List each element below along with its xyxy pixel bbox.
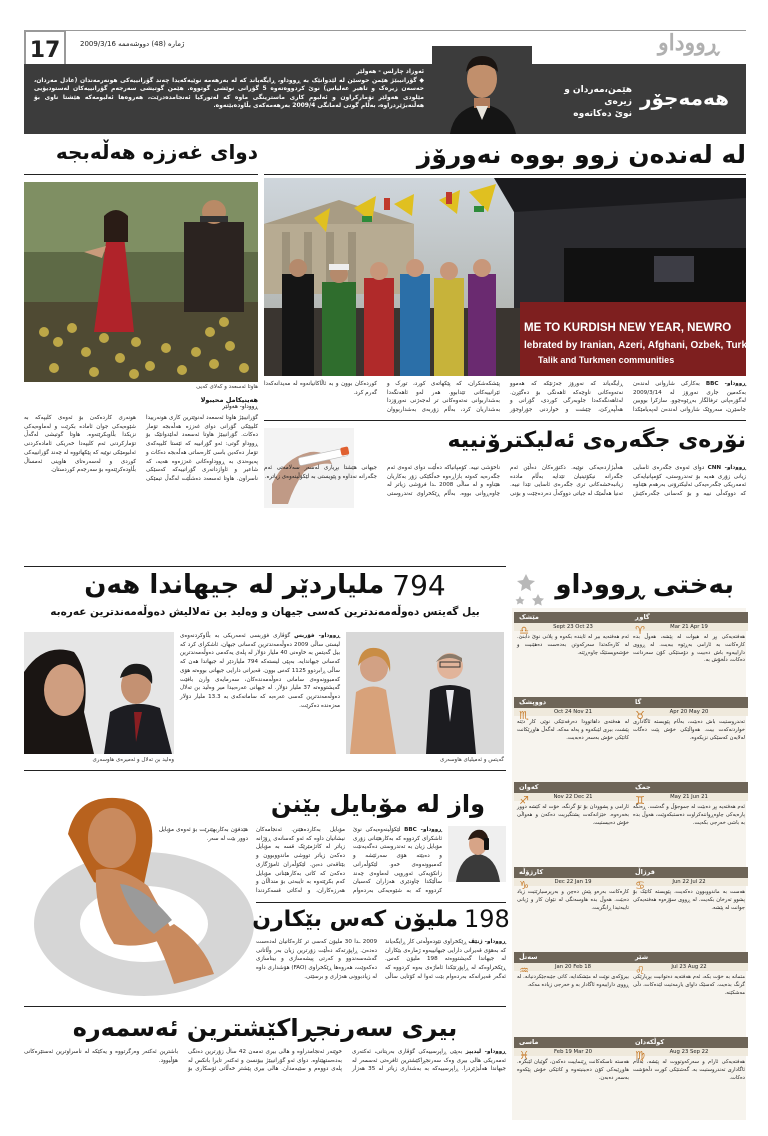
newroz-banner-line-3: Talik and Turkmen communities: [538, 355, 675, 365]
mobile-byline: ڕووداو- BBC: [404, 827, 442, 833]
horoscope-sign-dates: Sept 23 Oct 23: [514, 623, 632, 631]
horoscope-header: [512, 566, 746, 608]
london-rule: [264, 174, 746, 175]
issue-info: ژمارە (48) دووشەممە 2009/3/16: [80, 40, 185, 48]
berry-rule: [24, 1006, 506, 1007]
horoscope-title: بەختی ڕووداو: [555, 570, 734, 600]
page-number: 17: [29, 37, 61, 63]
horoscope-sign-dates: Jun 22 Jul 22: [630, 878, 748, 886]
horoscope-sign-text: بیرۆکەی نوێت لە مێشکدایە، کاتی جێبەجێکردنیانە. لە ڕووی داراییەوە ئاگادار بە و خەرجی زیادە مەکە.: [517, 974, 629, 988]
bill-headline-block: [24, 568, 506, 602]
zodiac-icon: ♑: [519, 879, 529, 892]
horoscope-sign-bar: [514, 952, 632, 963]
bill-headline: ملیاردێر لە جیهاندا هەن: [84, 570, 385, 600]
cig-body-text: دوای ئەوەی جگەرەی ئاسایی زیانی زۆری هەیە بۆ تەندروستی، کۆمپانیایەکی ئەمەریکی جگەرەیەکی ئەلیکترۆنی بەرهەم هێناوە کە دووکەڵی نییە و بۆ کەسانی جگەرەکێش هەڵبژاردەیەکی نوێیە. دکتۆرەکان دەڵێن ئەم جگەرانە نیکۆتینیان تێدایە بەڵام ماددە زیانبەخشەکانی تری جگەرەی ئاسایی تێدا نییە. تەنیا هەڵمێک لە جیاتی دووکەڵ دەردەچێت و بۆنی ناخۆشی نییە. کۆمپانیاکە دەڵێت دوای ئەوەی ئەم جگەرەیە کەوتە بازاڕەوە خەڵکێکی زۆر بەکاریان هێناوە و لە ساڵی 2008 ـدا فرۆشی زیاتر لە چاوەڕوانی بووە. بەڵام ڕێکخراوی تەندروستی جیهانی هێشتا بڕیاری لەسەر سەلامەتی ئەم جگەرانە نەداوە و پێویستی بە لێکۆڵینەوەی زیاترە.: [264, 465, 746, 498]
zodiac-icon: ♓: [519, 1049, 529, 1062]
horoscope-sign-bar: [630, 867, 748, 878]
mobile-rule: [24, 770, 506, 771]
horoscope-sign-text: لە هەفتەی داهاتوودا دەرفەتێکی نوێی کار دێتە پێشت، بیری لێبکەوە و پەلە مەکە. لەگەڵ هاوڕێکانت کاتێکی خۆش بەسەر دەبەیت.: [517, 719, 629, 741]
horoscope-sign: [514, 782, 632, 865]
gaza-rule: [24, 174, 258, 175]
zodiac-icon: ♌: [635, 964, 645, 977]
horoscope-sign: [630, 867, 748, 950]
mobile-body-text: لێکۆڵینەوەیەکی نوێ ئاشکرای کردووە کە بەکارهێنانی زۆری مۆبایل زیان بە تەندروستی دەگەیەنێت و دەبێتە هۆی سەرئێشە و کەمبوونەوەی خەو. لێکۆڵەرانی زانکۆیەکی ئەوروپی لەماوەی چەند ساڵێکدا چاودێری هەزاران کەسیان کردووە کە بە شێوەیەکی بەردەوام مۆبایل بەکاردەهێنن. ئەنجامەکان نیشانیان داوە کە ئەو کەسانەی ڕۆژانە زیاتر لە کاتژمێرێک قسە بە مۆبایل دەکەن زیاتر تووشی ماندووبوون و بێتاقەتی دەبن. لێکۆڵەران ئامۆژگاری دەکەن کە کاتی بەکارهێنانی مۆبایل کەم بکرێتەوە بە تایبەتی بۆ منداڵان و هەرزەکاران، و لەکاتی قسەکردندا هێدفۆن بەکاربهێنرێت بۆ ئەوەی مۆبایل دوور بێت لە سەر.: [159, 827, 442, 894]
horoscope-sign-dates: Jul 23 Aug 22: [630, 963, 748, 971]
cig-headline: نۆرەی جگەرەی ئەلیکترۆنییە: [447, 428, 746, 453]
bill-body: [180, 632, 340, 756]
horoscope-sign: [630, 697, 748, 780]
horoscope-sign-name: شێر: [635, 953, 649, 961]
berry-body: [24, 1048, 506, 1120]
feature-byline: ئەوزاد چارلس - هەولێر: [356, 68, 424, 75]
horoscope-sign-text: هەفتەیەکی ئارام و سەرکەوتووت لە پێشە، بەڵام ئاگاداری تەندروستیت بە. گەشتێکی کورت دڵخۆشت دەکات.: [633, 1059, 745, 1081]
horoscope-sign-dates: Aug 23 Sep 22: [630, 1048, 748, 1056]
horoscope-sign-text: هەفتەیەکی پڕ لە هیوات لە پێشە، هەوڵ بدە کارەکانت بە ئارامی بەڕێوە ببەیت. لە ڕووی داراییەوە باش دەبیت و دۆستێکی کۆن سەردانت دەکات، دڵخۆش بە.: [633, 634, 745, 664]
zodiac-icon: ♏: [519, 709, 529, 722]
horoscope-sign-dates: Feb 19 Mar 20: [514, 1048, 632, 1056]
horoscope-sign-dates: Dec 22 Jan 19: [514, 878, 632, 886]
horoscope-sign-text: ئەم هەفتەیە پڕ دەبێت لە جموجۆڵ و گەشت. ڕەنگە پارەیەکی چاوەڕواننەکراوت دەستبکەوێت، هەوڵ بدە بە باشی خەرجی بکەیت.: [633, 804, 745, 826]
jobless-headline-number: 198: [463, 905, 510, 933]
horoscope-sign-bar: [630, 952, 748, 963]
horoscope-sign: [630, 612, 748, 695]
zodiac-icon: ♒: [519, 964, 529, 977]
zodiac-icon: ♈: [635, 624, 645, 637]
london-body-text: بەکارکی شاروانی لەندەن بەکەمین جاری نەورۆز لە 2009/3/14 لەگۆرەپانی ترفالگار بەڕێوەچوو. سازکرا بووبین جاسێرن، سەروێک شاروانی لەندەن لەپەیامێکدا ڕایگەیاند کە نەورۆز جەژنێکە کە هەموو نەتەوەکانی ناوچەکە ئاهەنگی بۆ دەگێڕن. لەئاهەنگەکەدا جلوبەرگی کوردی، گۆرانی و هەڵپەڕکێ، چێشت و خواردنی جۆراوجۆر پێشکەشکران، کە پێکهاتەی کورد، تورک و ئێرانییەکانی تێدابوو. هەر لەو ئاهەنگەدا بەشداربوانی نەتەوەکانی تر لەجەژنی نەورۆزدا بەشداریان کرد، بەڵام زۆربەی بەشداربووان کوردەکان بوون و بە ئاڵاکانیانەوە لە مەیدانەکەدا گەرم کرد.: [264, 381, 746, 414]
horoscope-sign: [514, 952, 632, 1035]
newroz-banner-line-1: ME TO KURDISH NEW YEAR, NEWRO: [524, 322, 732, 334]
horoscope-sign: [514, 1037, 632, 1120]
feature-heading: هێمن،مەردان و زیرەی نوێ دەکاتەوە: [564, 85, 632, 119]
horoscope-sign-text: ئارامی و پشوودان بۆ تۆ گرنگە، خۆت لە کێشە دوور بخەرەوە. خێزانەکەت پشتگیریت دەکەن و هەواڵی خۆش دەبیستیت.: [517, 804, 629, 826]
talal-photo: [24, 632, 174, 754]
horoscope-sign: [514, 697, 632, 780]
horoscope-sign-dates: Oct 24 Nov 21: [514, 708, 632, 716]
london-body: [264, 380, 746, 416]
section-title: هەمەجۆر: [640, 86, 729, 110]
gaza-body: گۆرانیبێژ هاوتا ئەسعەد لەنوێترین کاری هونەرییدا کلیپێکی گۆرانی دوای غەززە هەڵەبجە تۆمار دەکات. گۆرانیبێژ هاوتا ئەسعەد لەلێدوانێک بۆ ڕووداو گوتی: ئەو گۆرانییە کە ئێستا کلیپەکەی تۆمار دەکەین باسی کارەساتی هەڵەبجە دەکات و پەیوەندی بە ڕووداوەکانی غەززەوە هەیە، کە شاعیر و ئاوازدانەری گۆرانییەکە کەسێکی ناسراون. هاوتا ئەسعەد دەشڵێت لەگەڵ تیمێکی هونەری کاردەکەن بۆ ئەوەی کلیپەکە بە شێوەیەکی جوان ئامادە بکرێت و لەماوەیەکی نزیکدا بڵاوبکرێتەوە. هاوتا گوتیشی لەگەڵ تۆمارکردنی ئەم کلیپەدا خەریکی ئامادەکردنی ئەلبومێکی نوێیە کە پێکهاتووە لە چەند گۆرانییەکی کوردی و لەسەرەتای هاوینی ئەمساڵ بڵاودەکرێتەوە بۆ سەرجەم کوردستان.: [24, 415, 258, 482]
horoscope-sign-text: هەستە ناسکەکانت ڕێنماییت دەکەن، گوێیان لێبگرە. هاوڕێیەکی کۆن دەبینیتەوە و کاتێکی خۆش پێکەوە بەسەر دەبەن.: [517, 1059, 629, 1081]
singer-field-photo-svg: [24, 182, 258, 382]
bill-headline-number: 794: [392, 568, 446, 602]
top-rule: [24, 30, 746, 31]
gates-photo-svg: [346, 632, 504, 754]
horoscope-sign-bar: [630, 612, 748, 623]
horoscope-sign-name: قرژاڵ: [635, 868, 655, 876]
berry-headline: بیری سەرنجڕاکێشترین ئەسمەرە: [72, 1014, 458, 1042]
zodiac-icon: ♊: [635, 794, 645, 807]
horoscope-sign-text: کارەکانت بەرەو پێش دەچن و بەرپرسیارێتیت زیاد دەبێت. هەوڵ بدە هاوسەنگی لە نێوان کار و ژیانی تایبەتیدا ڕابگریت.: [517, 889, 629, 911]
talal-photo-svg: [24, 632, 174, 754]
london-headline: لە لەندەن زوو بووە نەورۆز: [416, 140, 746, 169]
zodiac-icon: ♉: [635, 709, 645, 722]
horoscope-sign-name: گاوڕ: [635, 613, 650, 621]
horoscope-sign-dates: Apr 20 May 20: [630, 708, 748, 716]
jobless-body: [256, 938, 506, 1002]
woman-photo-svg: [24, 774, 250, 1002]
horoscope-sign-dates: May 21 Jun 21: [630, 793, 748, 801]
london-byline: ڕووداو- BBC: [705, 381, 747, 387]
horoscope-sign-bar: [630, 1037, 748, 1048]
horoscope-sign-name: دووپشک: [519, 698, 547, 706]
horoscope-sign-name: مێشک: [519, 613, 539, 621]
zodiac-icon: ♍: [635, 1049, 645, 1062]
horoscope-sign-bar: [630, 782, 748, 793]
horoscope-sign-text: تەندروستیت باش دەبێت، بەڵام پێویستە ئاگاداری خواردنەکەت بیت. هەواڵێکی خۆش پێت دەگات لەلایەن کەسێکی نزیکەوە.: [633, 719, 745, 741]
horoscope-sign: [514, 612, 632, 695]
gaza-caption: هاوتا ئەسعەد و کەلای کەیی: [196, 384, 258, 390]
horoscope-sign: [514, 867, 632, 950]
horoscope-sign-name: کارژۆڵە: [519, 868, 544, 876]
jobless-body-text: ڕێکخراوی نێودەوڵەتی کار ڕایگەیاند کە بەهۆی قەیرانی دارایی جیهانییەوە ژمارەی بێکاران لە جیهاندا گەیشتووەتە 198 ملیۆن کەس. ڕێکخراوەکە لە ڕاپۆرتێکدا ئاماژەی بەوە کردووە کە ئەگەر قەیرانەکە بەردەوام بێت ئەوا لە کۆتایی ساڵی 2009 ـدا 30 ملیۆن کەسی تر کارەکانیان لەدەست دەدەن. ڕاپۆرتەکە دەڵێت زۆرترین زیان بەر وڵاتانی گەشەسەندوو و کەرتی پیشەسازی و بیناسازی دەکەوێت، هەروەها ڕێکخراوی (FAO) هۆشداری داوە لە زیادبوونی هەژاری و برسێتی.: [256, 939, 507, 980]
horoscope-sign-name: جمک: [635, 783, 651, 791]
newroz-photo: [264, 178, 756, 376]
horoscope-sign-text: هەست بە ماندووبوون دەکەیت، پێویستە کاتێک بۆ پشوو تەرخان بکەیت. لە ڕووی سۆزەوە هەفتەیەکی جوانت لە پێشە.: [633, 889, 745, 911]
berry-byline: ڕووداو- لیدیپز: [465, 1049, 506, 1055]
gates-photo: [346, 632, 504, 754]
horoscope-sign: [630, 952, 748, 1035]
gaza-headline: دوای غەززە هەڵەبجە: [55, 140, 258, 164]
bill-subhead: بیل گەیتس دەوڵەمەندترین کەسی جیهان و وەلید بن تەلالیش دەوڵەمەندترین عەرەبە: [50, 606, 480, 618]
horoscope-sign-name: کەوان: [519, 783, 539, 791]
cig-byline: ڕووداو- CNN: [707, 465, 746, 471]
singer-portrait-svg: [432, 46, 532, 134]
zodiac-icon: ♋: [635, 879, 645, 892]
gaza-byline-place: ڕووداو- هەولێر: [222, 404, 258, 410]
horoscope-sign-bar: [514, 1037, 632, 1048]
horoscope-sign-dates: Mar 21 Apr 19: [630, 623, 748, 631]
horoscope-sign: [630, 782, 748, 865]
zodiac-icon: ♎: [519, 624, 529, 637]
cig-rule: [264, 420, 746, 421]
bill-caption-right: گەیتس و ئەمیلیای هاوسەری: [440, 757, 504, 763]
gaza-byline-name: هەینیکامل محیبولا: [200, 396, 258, 404]
berry-body-text: بەپێی ڕاپرسییەکی گۆڤاری بەریتانی، ئەکتەری ئەمەریکی هالی بیری وەک سەرنجڕاکێشترین ئافرەتی ئەسمەر لە جیهاندا هەڵبژێردرا. ڕاپرسییەکە بە بەشداری زیاتر لە 35 هەزار خوێنەر ئەنجامدراوە و هالی بیری تەمەن 42 ساڵ زۆرترین دەنگی بەدەستهێناوە. دوای ئەو گۆرانیبێژ بیۆنسێ و ئەکتەر تایرا بانکس لە پلەی دووەم و سێیەمدان. هالی بیری پێشتر خەڵاتی ئۆسکاری بۆ باشترین ئەکتەر وەرگرتووە و یەکێکە لە ناسراوترین ئەستێرەکانی هۆڵیوود.: [24, 1049, 506, 1073]
horoscope-sign-bar: [514, 697, 632, 708]
jobless-headline: ملیۆن کەس بێکارن: [252, 906, 458, 932]
gaza-byline: [130, 396, 258, 410]
horoscope-sign-text: ئەم هەفتەیە بیر لە ئایندە بکەوە و پلانی نوێ دابنێ. لە کارەکەتدا سەرکەوتن بەدەست دەهێنیت و خۆشەویستێک چاوەڕێتە.: [517, 634, 629, 656]
horoscope-sign-name: سەتڵ: [519, 953, 538, 961]
singer-portrait: [432, 46, 532, 134]
newroz-banner-line-2: lebrated by Iranian, Azeri, Afghani, Ozbek, Turks,: [524, 340, 756, 351]
horoscope-sign-text: متمانە بە خۆت بکە، ئەم هەفتەیە دەتوانیت بڕیارێکی گرنگ بدەیت. کەسێک داوای یارمەتیت لێدەکات، دڵی مەشکێنە.: [633, 974, 745, 996]
horoscope-sign-bar: [514, 867, 632, 878]
bill-byline: ڕووداو- فۆربس: [294, 633, 341, 639]
jobless-rule: [256, 902, 506, 903]
bill-body-text: گۆڤاری فۆربسی ئەمەریکی بە بڵاوکردنەوەی لیستی ساڵی 2009 دەوڵەمەندترین کەسانی جیهان، ئاشکرای کرد کە بیل گەیتس بە خاوەنی 40 ملیار دۆلار لە پلەی یەکەمی دەوڵەمەندترین کەسانی جیهاندایە. بەپێی لیستەکە 794 ملیاردێر لە جیهاندا هەن کە ساڵی ڕابردوو 1125 کەس بوون. قەیرانی دارایی جیهانی بووەتە هۆی کەمبوونەوەی سامانی دەوڵەمەندەکان، سەرمایەی وارن بافێت گەیشتووەتە 37 ملیار دۆلار. لە جیهانی عەرەبیدا میر وەلید بن تەلال دەوڵەمەندترین کەسی عەرەبە کە سامانەکەی بە 13.3 ملیار دۆلار مەزەندە دەکرێت.: [180, 633, 341, 709]
newroz-banner: [520, 302, 756, 376]
cig-body: [264, 464, 746, 564]
horoscope-sign-bar: [630, 697, 748, 708]
masthead-logo: ڕووداو: [658, 30, 720, 56]
jobless-headline-block: [252, 904, 510, 934]
horoscope-sign-name: ماسی: [519, 1038, 539, 1046]
mobile-body: [159, 826, 506, 898]
horoscope-sign-bar: [514, 782, 632, 793]
bill-rule: [24, 566, 506, 567]
woman-photo: [24, 774, 250, 1002]
zodiac-icon: ♐: [519, 794, 529, 807]
horoscope-sign: [630, 1037, 748, 1120]
horoscope-sign-dates: Nov 22 Dec 21: [514, 793, 632, 801]
horoscope-sign-name: گا: [635, 698, 642, 706]
singer-field-photo: [24, 182, 258, 382]
horoscope-sign-dates: Jan 20 Feb 18: [514, 963, 632, 971]
feature-text: ◆ گۆرانیبێژ هێمن حوسێن لە لێدوانێک بە ڕووداو، ڕایگەیاند کە لە بەرهەمە نوێیەکەیدا چەند گۆرانییەکی هونەرمەندان (عادل مەردان، حەسەن زیرەک و تاهیر عەلیاس) نوێ کردووەتەوە 5 گۆرانی نوێشی گوتووە. هێمن گوتیشی سەرجەم گۆرانییەکان لەستودیۆیی مێلودی هەولێر تۆمارکراون و ئەلبوم کاری ماسترینگی ماوە کە لەتورکیا ئەنجامدەدرێت، هەروەها ئەلبومەکە هێشتا ناوی بۆ هەڵنەبژێردراوە، بەڵام گوتی لەمانگی 2009/4 بەرهەمەکەی بڵاودەبێتەوە.: [34, 77, 424, 110]
mobile-headline: واز لە مۆبایل بێنن: [270, 790, 486, 818]
jobless-byline: ڕووداو- ژنێڤ: [468, 939, 506, 945]
horoscope-sign-name: کوڵکەدان: [635, 1038, 665, 1046]
horoscope-sign-bar: [514, 612, 632, 623]
bill-caption-left: وەلید بن تەلال و ئەمیرەی هاوسەری: [92, 757, 174, 763]
